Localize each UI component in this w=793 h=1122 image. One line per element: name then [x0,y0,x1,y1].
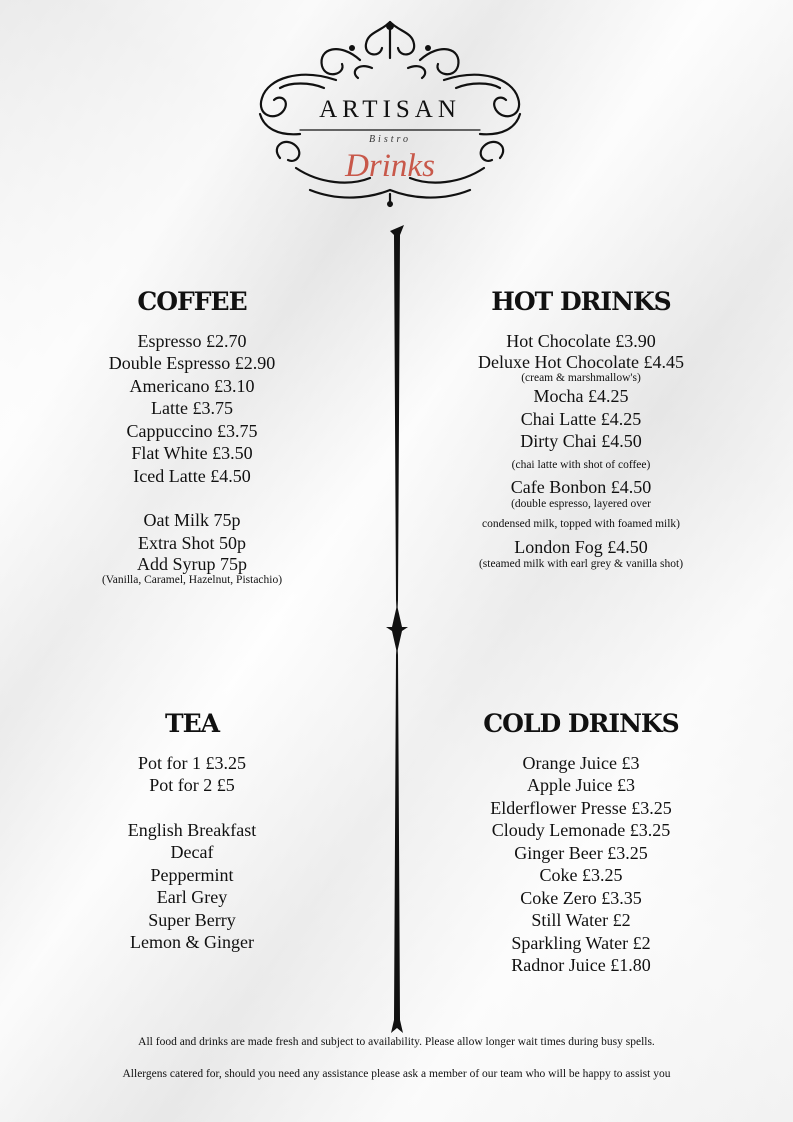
coffee-item: Cappuccino £3.75 [126,420,258,441]
cold-drink-item: Still Water £2 [531,910,631,930]
coffee-title: COFFEE [137,287,247,316]
cold-drink-item: Apple Juice £3 [527,775,635,795]
hot-drink-item: Cafe Bonbon £4.50 [510,476,652,497]
hot-drink-item: Dirty Chai £4.50 [520,431,642,451]
footer-availability-note: All food and drinks are made fresh and subject to availability. Please allow longer wait times during busy spells. [138,1036,655,1048]
coffee-section [60,288,324,587]
vertical-divider-icon [386,225,408,1035]
cold-drinks-title: COLD DRINKS [483,709,679,738]
hot-drink-note: (chai latte with shot of coffee) [511,458,651,471]
cold-drink-item: Cloudy Lemonade £3.25 [491,820,671,840]
coffee-extra: Extra Shot 50p [138,532,246,553]
coffee-item: Iced Latte £4.50 [133,465,251,486]
tea-title: TEA [164,709,220,738]
hot-drink-note: condensed milk, topped with foamed milk) [481,517,680,530]
cold-drink-item: Orange Juice £3 [522,752,640,773]
brand-name: ARTISAN [319,96,461,123]
tea-pot: Pot for 2 £5 [149,775,235,795]
syrup-note: (Vanilla, Caramel, Hazelnut, Pistachio) [101,574,283,586]
coffee-item: Double Espresso £2.90 [108,353,276,373]
coffee-item: Flat White £3.50 [131,443,253,463]
hot-drink-item: London Fog £4.50 [514,536,648,557]
hot-drink-item: Chai Latte £4.25 [520,408,642,429]
tea-variety: Super Berry [148,909,236,930]
cold-drink-item: Elderflower Presse £3.25 [490,797,672,818]
hot-drink-item: Hot Chocolate £3.90 [506,330,656,351]
coffee-extra: Add Syrup 75p [136,554,247,574]
tea-variety: Lemon & Ginger [130,932,254,952]
hot-drink-note: (double espresso, layered over [511,497,651,510]
coffee-extra: Oat Milk 75p [143,510,241,530]
logo [240,18,540,208]
tea-variety: Earl Grey [156,887,228,907]
cold-drinks-section [440,710,722,977]
brand-subtitle: Bistro [368,134,412,145]
cold-drink-item: Radnor Juice £1.80 [511,955,651,975]
hot-drinks-section [440,288,722,572]
tea-variety: Decaf [170,842,214,862]
hot-drinks-title: HOT DRINKS [491,287,671,316]
cold-drink-item: Sparkling Water £2 [511,932,651,953]
hot-drink-note: (steamed milk with earl grey & vanilla shot) [478,557,684,570]
hot-drink-note: (cream & marshmallow's) [521,372,641,384]
coffee-item: Americano £3.10 [129,375,255,396]
hot-drink-item: Deluxe Hot Chocolate £4.45 [478,352,684,372]
tea-section [60,710,324,954]
tea-variety: English Breakfast [127,819,257,840]
coffee-item: Latte £3.75 [151,398,233,418]
hot-drink-item: Mocha £4.25 [533,386,629,406]
tea-pot: Pot for 1 £3.25 [138,752,246,773]
cold-drink-item: Ginger Beer £3.25 [514,842,648,863]
footer-allergens-note: Allergens catered for, should you need any assistance please ask a member of our team who will be happy to assist you [122,1068,671,1080]
coffee-item: Espresso £2.70 [137,330,247,351]
cold-drink-item: Coke Zero £3.35 [520,887,642,908]
menu-title: Drinks [345,148,435,184]
cold-drink-item: Coke £3.25 [539,865,623,885]
tea-variety: Peppermint [150,864,234,885]
